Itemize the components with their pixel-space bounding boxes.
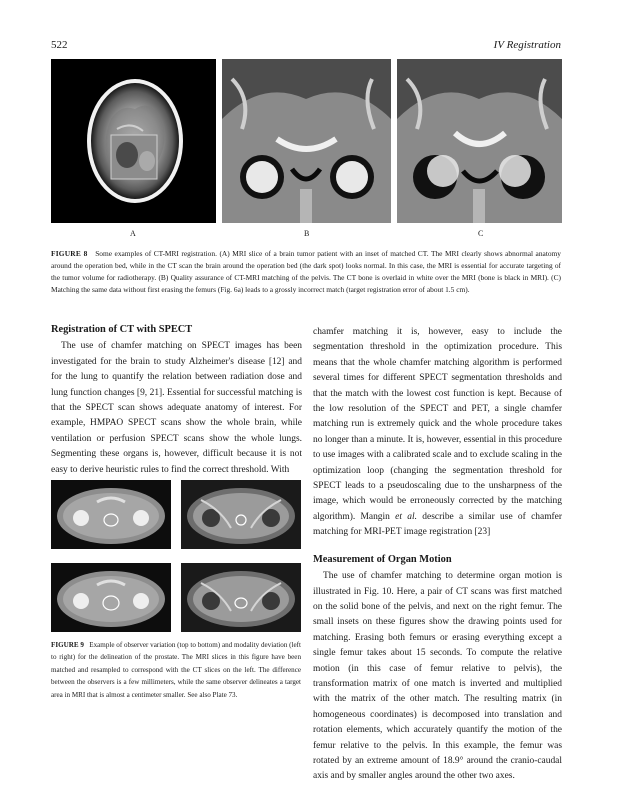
section-heading-ct-spect: Registration of CT with SPECT — [51, 324, 193, 335]
figure8-panel-c-pelvis-incorrect-match — [397, 59, 562, 223]
figure9-mri-observer2 — [181, 563, 301, 632]
figure8-panel-a-brain-mri — [51, 59, 216, 223]
figure8-caption-text: Some examples of CT-MRI registration. (A) MRI slice of a brain tumor patient with an inset of matched CT. The MRI clearly shows abnormal anatomy around the operation bed, while in the CT scan the brain around the operation bed (the dark spot) looks normal. In this case, the MRI is essential for accurate targeting of the tumor volume for radiotherapy. (B) Quality assurance of CT-MRI matching of the pelvis. The CT bone is overlaid in white over the MRI (bone is black in MRI). (C) Matching the same data without first erasing the femurs (Fig. 6a) leads to a grossly incorrect match (target registration error of about 1.5 cm). — [51, 249, 562, 295]
left-column-paragraph: The use of chamfer matching on SPECT images has been investigated for the brain to study Alzheimer's disease [12] and for the lung to quantify the relation between radiation dose and lung function changes [9, 21]. Essential for successful matching is that the SPECT scan shows adequate anatomy of interest. For example, HMPAO SPECT scans show the whole brain, while ventilation or perfusion SPECT scans show the whole lungs. Segmenting these organs is, however, difficult because it is not easy to derive heuristic rules to find the correct threshold. With — [51, 341, 302, 475]
figure8-caption — [51, 248, 561, 296]
left-column-text — [51, 322, 302, 478]
figure8-panel-b-pelvis-ct-mri — [222, 59, 391, 223]
figure9-caption-label: FIGURE 9 — [51, 641, 84, 649]
paragraph1-italic: et al. — [395, 511, 417, 522]
figure8-label-c: C — [478, 229, 484, 238]
figure9-ct-observer2 — [51, 563, 171, 632]
paragraph1-text-b: describe a similar use of chamfer matching for MRI-PET image registration [23] — [313, 511, 563, 538]
figure9-caption-text: Example of observer variation (top to bottom) and modality deviation (left to right) for the delineation of the prostate. The MRI slices in this figure have been matched and resampled to correspond with the CT slices on the left. The difference between the observers is a few millimeters, while the same observer delineates a target area in MRI that is almost a centimeter smaller. See also Plate 73. — [51, 641, 301, 699]
right-column-paragraph-2: The use of chamfer matching to determine organ motion is illustrated in Fig. 10. Here, a pair of CT scans was first matched on the solid bone of the pelvis, and next on the right femur. The small insets on these figures show the drawing points used for matching. Erasing both femurs or erasing everything except a single femur takes about 15 seconds. To compute the relative motion (in this case of femur relative to pelvis), the transformation matrix of one match is inverted and multiplied with the matrix of the other match. The resulting matrix (in homogeneous coordinates) is decomposed into translation and rotation elements, which accurately quantify the motion of the femur relative to the pelvis. In this example, the femur was rotated by an extreme amount of 18.9° around the cranio-caudal axis and by smaller angles around the other two axes. — [313, 571, 562, 782]
right-column-text — [313, 325, 562, 785]
figure8-caption-label: FIGURE 8 — [51, 249, 88, 258]
paragraph1-text-a: chamfer matching it is, however, easy to include the segmentation threshold in the optimization procedure. This means that the whole chamfer matching algorithm is performed several times for different SPECT segmentation thresholds and that the match with the lowest cost function is kept. Because of the low resolution of the SPECT and PET, a single chamfer matching run is extremely quick and the whole procedure takes no longer than a minute. It is, however, essential in this procedure to use images with a calibrated scale and to exclude scaling in the optimization loop (changing the segmentation threshold for SPECT leads to a pseudoscaling due to the unsharpness of the image, which would be erroneously corrected by the matching algorithm). Mangin — [313, 327, 562, 522]
figure9-ct-observer1 — [51, 480, 171, 549]
figure8-label-b: B — [304, 229, 310, 238]
right-column-paragraph-1 — [313, 325, 562, 541]
figure8-label-a: A — [130, 229, 136, 238]
page-number: 522 — [51, 39, 68, 51]
figure9-mri-observer1 — [181, 480, 301, 549]
figure9-caption — [51, 639, 301, 701]
running-header-section: IV Registration — [493, 39, 561, 51]
section-heading-organ-motion: Measurement of Organ Motion — [313, 553, 452, 565]
